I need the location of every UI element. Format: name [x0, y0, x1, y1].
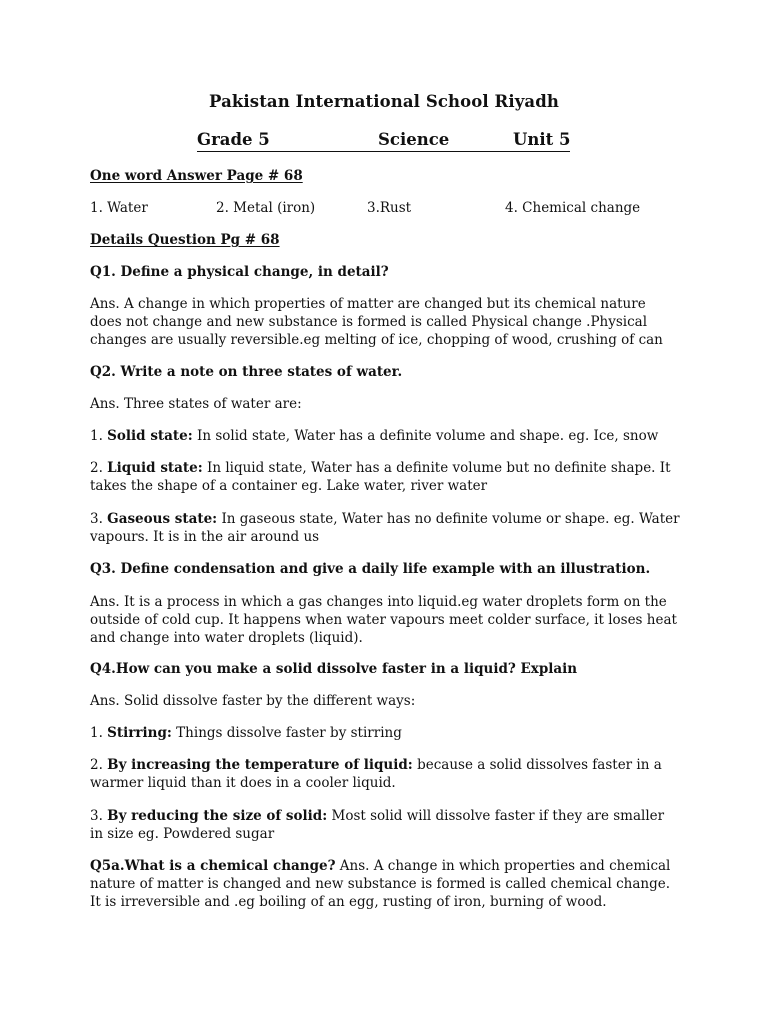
answer-2-intro: Ans. Three states of water are: — [90, 396, 302, 412]
one-word-answer: 1. Water — [90, 200, 148, 216]
grade-label: Grade 5 — [197, 130, 270, 149]
one-word-answer: 4. Chemical change — [505, 200, 641, 216]
one-word-heading: One word Answer Page # 68 — [90, 168, 303, 184]
list-item: 1. Stirring: Things dissolve faster by stirring — [90, 725, 402, 741]
list-item: 2. By increasing the temperature of liquid: because a solid dissolves faster in a warmer liquid than it does in a cooler liquid. — [90, 757, 662, 791]
question-1: Q1. Define a physical change, in detail? — [90, 264, 389, 280]
question-2: Q2. Write a note on three states of water. — [90, 364, 403, 380]
list-item: 1. Solid state: In solid state, Water has a definite volume and shape. eg. Ice, snow — [90, 428, 659, 444]
answer-1: Ans. A change in which properties of matter are changed but its chemical nature does not change and new substance is formed is called Physical change .Physical changes are usually reversible.eg melting of ice, chopping of wood, crushing of can — [90, 296, 663, 348]
one-word-answer: 2. Metal (iron) — [216, 200, 316, 216]
details-heading: Details Question Pg # 68 — [90, 232, 280, 248]
list-item: 3. By reducing the size of solid: Most solid will dissolve faster if they are smaller in size eg. Powdered sugar — [90, 808, 665, 842]
question-4: Q4.How can you make a solid dissolve faster in a liquid? Explain — [90, 661, 578, 677]
list-item: 3. Gaseous state: In gaseous state, Water has no definite volume or shape. eg. Water vapours. It is in the air around us — [90, 511, 680, 545]
list-item: 2. Liquid state: In liquid state, Water has a definite volume but no definite shape. It takes the shape of a container eg. Lake water, river water — [90, 460, 671, 494]
answer-3: Ans. It is a process in which a gas changes into liquid.eg water droplets form on the outside of cold cup. It happens when water vapours meet colder surface, it loses heat and change into water droplets (liquid). — [90, 594, 677, 646]
answer-4-intro: Ans. Solid dissolve faster by the different ways: — [90, 693, 416, 709]
question-5: Q5a.What is a chemical change? Ans. A change in which properties and chemical nature of matter is changed and new substance is formed is called chemical change. It is irreversible and .eg boiling of an egg, rusting of iron, burning of wood. — [90, 858, 671, 910]
one-word-answer: 3.Rust — [367, 200, 412, 216]
header-underline — [197, 151, 570, 152]
subject-label: Science — [378, 130, 450, 149]
unit-label: Unit 5 — [513, 130, 571, 149]
question-3: Q3. Define condensation and give a daily life example with an illustration. — [90, 561, 651, 577]
school-title: Pakistan International School Riyadh — [209, 92, 559, 111]
